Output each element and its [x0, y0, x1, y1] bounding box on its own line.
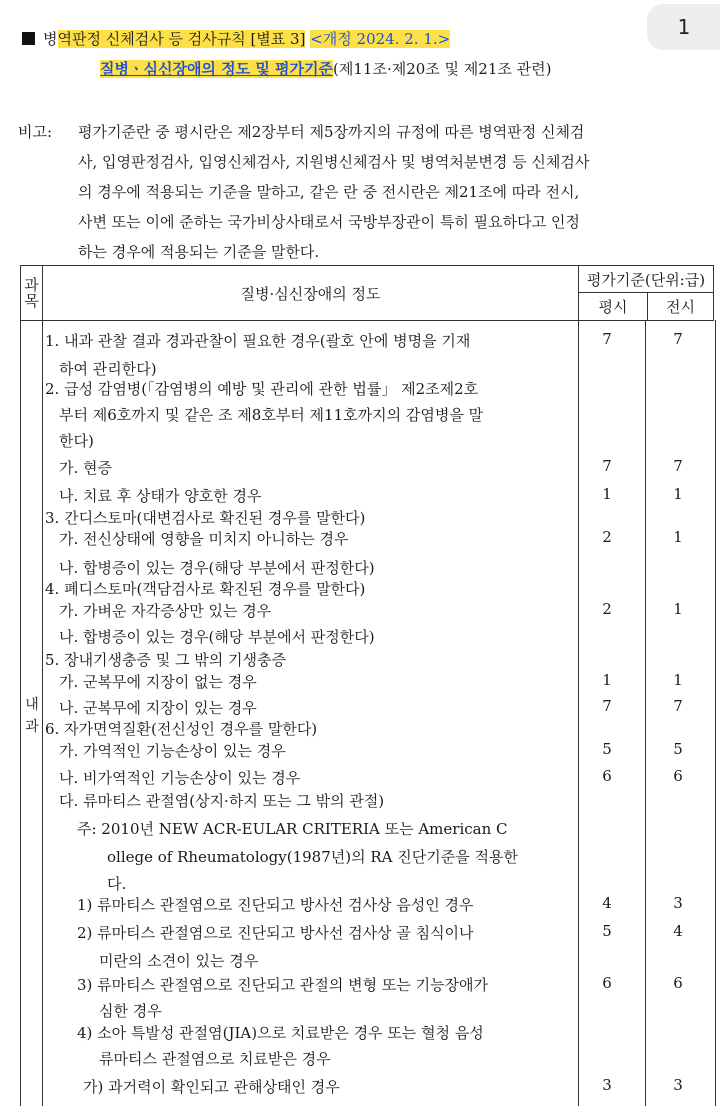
peacetime-grade: 4	[602, 894, 612, 912]
condition-text: 1) 류마티스 관절염으로 진단되고 방사선 검사상 음성인 경우	[77, 896, 474, 914]
peacetime-grade: 5	[602, 740, 612, 758]
header-prefix: 병	[43, 30, 58, 48]
note-line: 평가기준란 중 평시란은 제2장부터 제5장까지의 규정에 따른 병역판정 신체검	[78, 123, 585, 141]
peacetime-grade: 2	[602, 600, 612, 618]
note-line: 하는 경우에 적용되는 기준을 말한다.	[78, 243, 320, 261]
subject-header-char: 과	[24, 276, 39, 294]
condition-text: 나. 비가역적인 기능손상이 있는 경우	[59, 769, 301, 787]
peacetime-grade: 7	[602, 457, 612, 475]
subject-column-header	[21, 266, 43, 321]
condition-text: 3) 류마티스 관절염으로 진단되고 관절의 변형 또는 기능장애가	[77, 976, 489, 994]
table-title: 질병ㆍ심신장애의 정도 및 평가기준	[100, 60, 334, 78]
peacetime-grade: 3	[602, 1076, 612, 1094]
subject-cell	[22, 694, 42, 738]
subject-char: 내	[25, 697, 39, 713]
condition-text: 3. 간디스토마(대변검사로 확진된 경우를 말한다)	[45, 509, 366, 527]
peacetime-grade: 6	[602, 974, 612, 992]
condition-text: 주: 2010년 NEW ACR-EULAR CRITERIA 또는 American C	[77, 820, 508, 838]
condition-text: 2) 류마티스 관절염으로 진단되고 방사선 검사상 골 침식이나	[77, 924, 474, 942]
criteria-table-body	[20, 320, 716, 1106]
document-header-line	[22, 28, 450, 49]
condition-text: 가. 전신상태에 영향을 미치지 아니하는 경우	[59, 530, 349, 548]
wartime-grade: 6	[673, 767, 683, 785]
condition-text: 한다)	[59, 432, 94, 450]
condition-text: 가. 가벼운 자각증상만 있는 경우	[59, 602, 272, 620]
peacetime-grade: 6	[602, 767, 612, 785]
regulation-title: 역판정 신체검사 등 검사규칙 [별표 3]	[57, 30, 306, 48]
note-line: 사변 또는 이에 준하는 국가비상사태로서 국방부장관이 특히 필요하다고 인정	[78, 213, 580, 231]
condition-text: 미란의 소견이 있는 경우	[99, 952, 259, 970]
peacetime-grade: 1	[602, 671, 612, 689]
condition-text: 1. 내과 관찰 결과 경과관찰이 필요한 경우(괄호 안에 병명을 기재	[45, 332, 471, 350]
wartime-grade: 7	[673, 697, 683, 715]
condition-text: 가. 군복무에 지장이 없는 경우	[59, 673, 257, 691]
wartime-grade: 1	[673, 671, 683, 689]
condition-text: 가) 과거력이 확인되고 관해상태인 경우	[83, 1078, 340, 1096]
condition-text: 나. 군복무에 지장이 있는 경우	[59, 699, 257, 717]
wartime-grade: 4	[673, 922, 683, 940]
wartime-grade: 3	[673, 1076, 683, 1094]
note-line: 사, 입영판정검사, 입영신체검사, 지원병신체검사 및 병역처분변경 등 신체검사	[78, 153, 590, 171]
condition-column-header: 질병·심신장애의 정도	[43, 266, 579, 321]
condition-text: 나. 합병증이 있는 경우(해당 부분에서 판정한다)	[59, 559, 375, 577]
condition-text: ollege of Rheumatology(1987년)의 RA 진단기준을 적용한	[107, 848, 518, 866]
article-reference: (제11조·제20조 및 제21조 관련)	[333, 60, 552, 78]
note-label: 비고:	[18, 123, 53, 141]
condition-text: 5. 장내기생충증 및 그 밖의 기생충증	[45, 651, 287, 669]
condition-text: 가. 가역적인 기능손상이 있는 경우	[59, 742, 286, 760]
amendment-date: <개정 2024. 2. 1.>	[310, 30, 451, 48]
peacetime-grade: 7	[602, 330, 612, 348]
table-title-line	[100, 58, 551, 79]
wartime-grade: 7	[673, 330, 683, 348]
condition-text: 하여 관리한다)	[59, 360, 157, 378]
peacetime-grade: 5	[602, 922, 612, 940]
condition-text: 부터 제6호까지 및 같은 조 제8호부터 제11호까지의 감염병을 말	[59, 406, 484, 424]
condition-text: 나. 합병증이 있는 경우(해당 부분에서 판정한다)	[59, 628, 375, 646]
page-number-badge: 1	[647, 4, 720, 50]
peacetime-grade: 7	[602, 697, 612, 715]
subject-header-char: 목	[24, 292, 39, 310]
peacetime-grade: 2	[602, 528, 612, 546]
wartime-grade: 1	[673, 528, 683, 546]
peacetime-grade: 1	[602, 485, 612, 503]
condition-text: 나. 치료 후 상태가 양호한 경우	[59, 487, 262, 505]
condition-text: 다.	[107, 875, 127, 893]
condition-text: 류마티스 관절염으로 치료받은 경우	[99, 1050, 331, 1068]
condition-text: 2. 급성 감염병(「감염병의 예방 및 관리에 관한 법률」 제2조제2호	[45, 380, 479, 398]
criteria-table-header	[20, 265, 714, 321]
condition-text: 가. 현증	[59, 459, 113, 477]
wartime-column-header: 전시	[648, 293, 714, 321]
note-line: 의 경우에 적용되는 기준을 말하고, 같은 란 중 전시란은 제21조에 따라 전시,	[78, 183, 580, 201]
condition-text: 4. 폐디스토마(객담검사로 확진된 경우를 말한다)	[45, 580, 366, 598]
condition-text: 다. 류마티스 관절염(상지·하지 또는 그 밖의 관절)	[59, 792, 385, 810]
subject-char: 과	[25, 719, 39, 735]
black-square-icon	[22, 32, 35, 45]
condition-text: 4) 소아 특발성 관절염(JIA)으로 치료받은 경우 또는 혈청 음성	[77, 1024, 484, 1042]
wartime-grade: 3	[673, 894, 683, 912]
condition-text: 6. 자가면역질환(전신성인 경우를 말한다)	[45, 720, 318, 738]
peacetime-column-header: 평시	[579, 293, 648, 321]
wartime-grade: 1	[673, 485, 683, 503]
wartime-grade: 6	[673, 974, 683, 992]
wartime-grade: 5	[673, 740, 683, 758]
criteria-column-header: 평가기준(단위:급)	[579, 266, 714, 293]
wartime-grade: 7	[673, 457, 683, 475]
wartime-grade: 1	[673, 600, 683, 618]
condition-text: 심한 경우	[99, 1002, 162, 1020]
